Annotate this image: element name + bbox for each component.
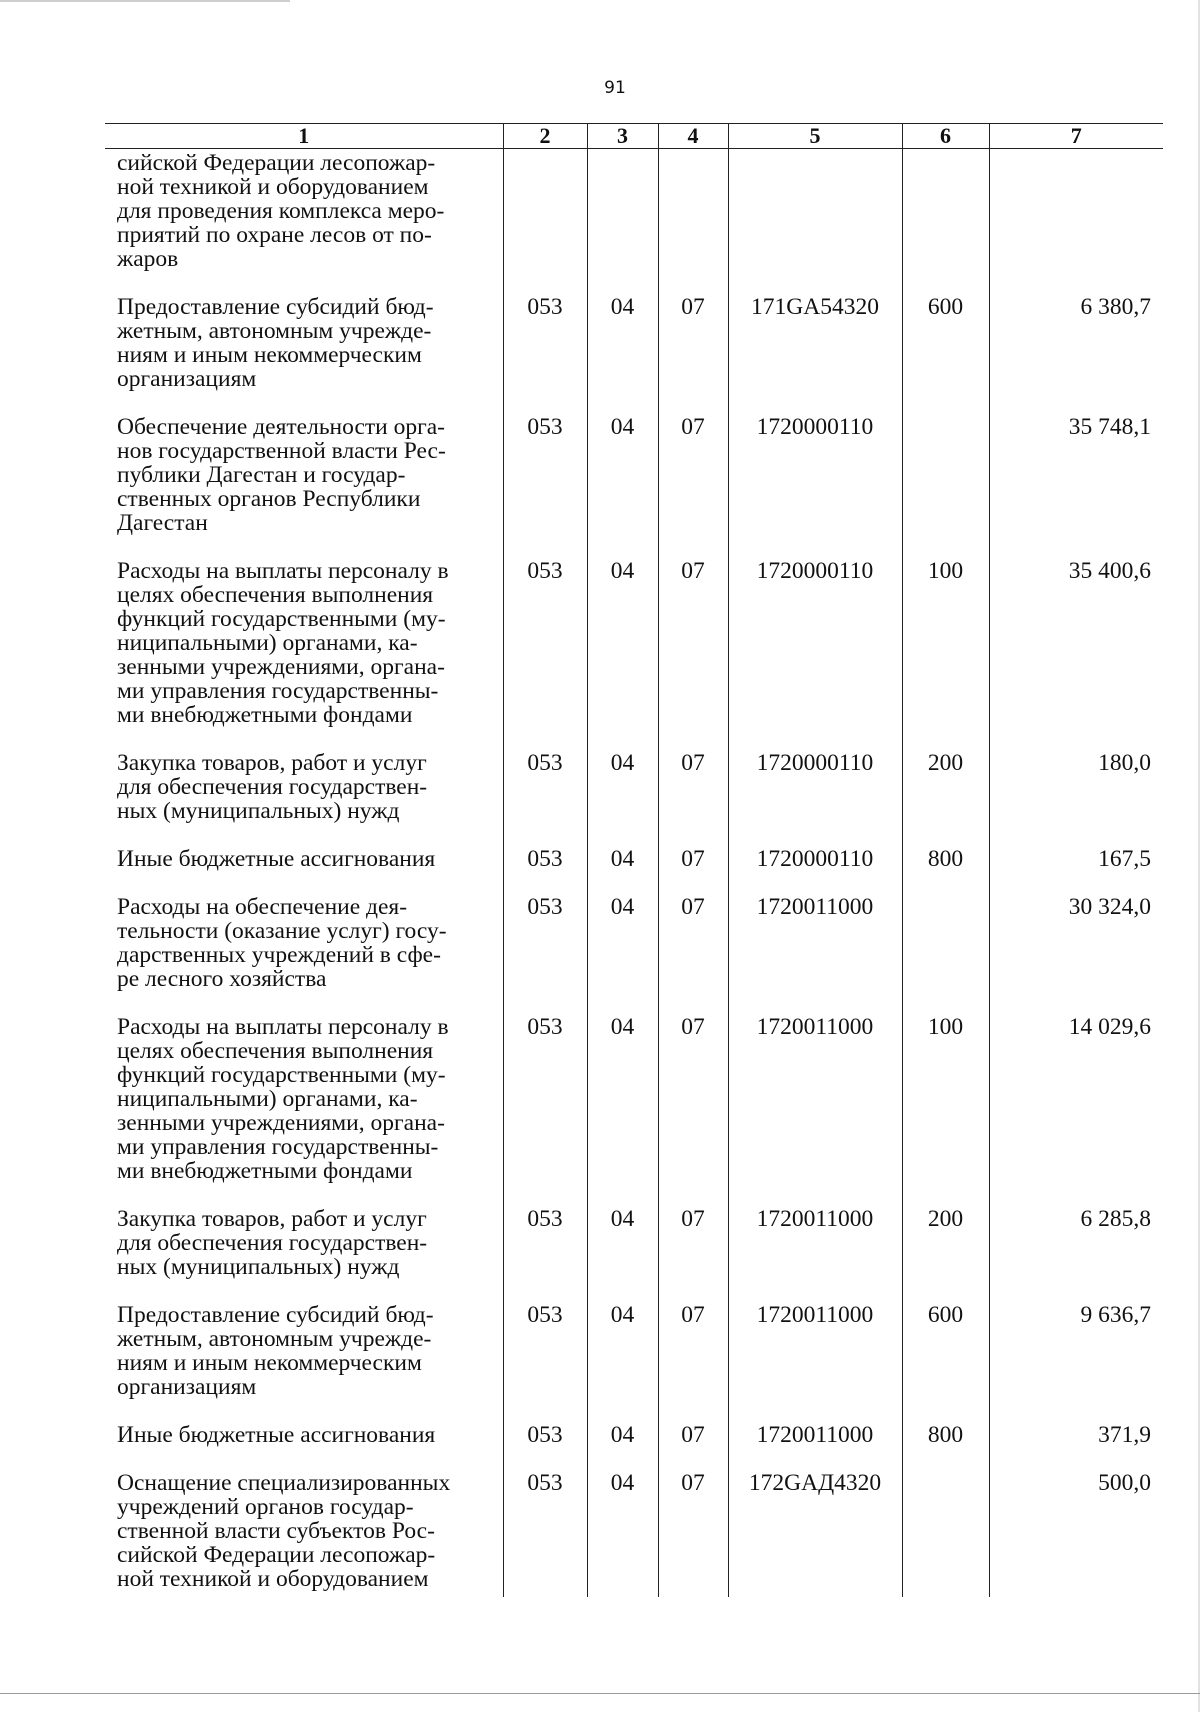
- row-name-cell: [105, 847, 503, 895]
- row-name-line: целях обеспечения выполнения: [117, 582, 434, 608]
- table-row: [105, 1207, 1163, 1303]
- row-name-line: Расходы на выплаты персоналу в: [117, 558, 449, 584]
- row-amount: 30 324,0: [989, 895, 1163, 1015]
- row-name-line: для обеспечения государствен-: [117, 774, 428, 800]
- row-name-line: для обеспечения государствен-: [117, 1230, 428, 1256]
- row-section-code: 04: [587, 559, 658, 751]
- row-name-line: тельности (оказание услуг) госу-: [117, 918, 447, 944]
- row-amount: 167,5: [989, 847, 1163, 895]
- row-ministry-code: 053: [503, 415, 587, 559]
- row-target-article-code: 1720011000: [728, 1423, 902, 1471]
- row-amount: 35 748,1: [989, 415, 1163, 559]
- row-expense-type-code: [902, 1471, 989, 1597]
- row-amount: 180,0: [989, 751, 1163, 847]
- row-name-line: Предоставление субсидий бюд-: [117, 1302, 434, 1328]
- table-body: [105, 149, 1163, 1598]
- row-name-line: ной техникой и оборудованием: [117, 174, 429, 200]
- table-row: [105, 1471, 1163, 1597]
- row-subsection-code: 07: [658, 751, 728, 847]
- table-row: [105, 415, 1163, 559]
- row-section-code: 04: [587, 847, 658, 895]
- header-col-3: 3: [587, 124, 658, 149]
- row-name-line: Иные бюджетные ассигнования: [117, 846, 436, 872]
- row-subsection-code: 07: [658, 1423, 728, 1471]
- row-name-line: организациям: [117, 366, 257, 392]
- row-expense-type-code: 600: [902, 295, 989, 415]
- table-row: [105, 1015, 1163, 1207]
- row-expense-type-code: 100: [902, 559, 989, 751]
- row-name-line: Иные бюджетные ассигнования: [117, 1422, 436, 1448]
- row-name-cell: [105, 1303, 503, 1423]
- row-subsection-code: [658, 149, 728, 296]
- row-name-line: Оснащение специализированных: [117, 1470, 451, 1496]
- budget-table: [105, 123, 1163, 1597]
- row-amount: 35 400,6: [989, 559, 1163, 751]
- row-name-cell: [105, 149, 503, 296]
- row-name-line: ственной власти субъектов Рос-: [117, 1518, 435, 1544]
- header-col-6: 6: [902, 124, 989, 149]
- row-section-code: 04: [587, 1471, 658, 1597]
- row-subsection-code: 07: [658, 415, 728, 559]
- table-row: [105, 295, 1163, 415]
- row-name-line: ниципальными) органами, ка-: [117, 1086, 418, 1112]
- row-amount: 6 285,8: [989, 1207, 1163, 1303]
- row-name-line: ниям и иным некоммерческим: [117, 342, 422, 368]
- row-name-line: ре лесного хозяйства: [117, 966, 327, 992]
- row-expense-type-code: 200: [902, 751, 989, 847]
- row-subsection-code: 07: [658, 847, 728, 895]
- row-name-cell: [105, 895, 503, 1015]
- row-ministry-code: 053: [503, 559, 587, 751]
- row-name-line: ной техникой и оборудованием: [117, 1566, 429, 1592]
- page-number: 91: [604, 78, 626, 98]
- row-ministry-code: [503, 149, 587, 296]
- row-target-article-code: 171GA54320: [728, 295, 902, 415]
- table-row: [105, 559, 1163, 751]
- header-col-5: 5: [728, 124, 902, 149]
- row-name-line: ниципальными) органами, ка-: [117, 630, 418, 656]
- row-section-code: 04: [587, 751, 658, 847]
- row-name-line: жетным, автономным учрежде-: [117, 318, 432, 344]
- header-col-7: 7: [989, 124, 1163, 149]
- scan-artifact-top: [0, 0, 290, 2]
- row-section-code: 04: [587, 895, 658, 1015]
- row-amount: 500,0: [989, 1471, 1163, 1597]
- row-subsection-code: 07: [658, 295, 728, 415]
- header-col-2: 2: [503, 124, 587, 149]
- row-name-line: учреждений органов государ-: [117, 1494, 414, 1520]
- row-section-code: [587, 149, 658, 296]
- row-name-line: целях обеспечения выполнения: [117, 1038, 434, 1064]
- row-name-line: функций государственными (му-: [117, 606, 446, 632]
- table-row: [105, 149, 1163, 296]
- table-row: [105, 751, 1163, 847]
- row-name-line: ных (муниципальных) нужд: [117, 798, 400, 824]
- row-section-code: 04: [587, 415, 658, 559]
- row-target-article-code: 1720000110: [728, 751, 902, 847]
- row-name-cell: [105, 1471, 503, 1597]
- row-amount: 6 380,7: [989, 295, 1163, 415]
- row-amount: 14 029,6: [989, 1015, 1163, 1207]
- header-row: [105, 124, 1163, 149]
- row-target-article-code: 1720011000: [728, 1303, 902, 1423]
- row-name-line: Расходы на обеспечение дея-: [117, 894, 408, 920]
- row-subsection-code: 07: [658, 1471, 728, 1597]
- row-name-line: ми управления государственны-: [117, 1134, 439, 1160]
- row-name-line: нов государственной власти Рес-: [117, 438, 446, 464]
- row-name-line: ных (муниципальных) нужд: [117, 1254, 400, 1280]
- row-name-line: ми внебюджетными фондами: [117, 1158, 413, 1184]
- row-target-article-code: [728, 149, 902, 296]
- row-name-line: Предоставление субсидий бюд-: [117, 294, 434, 320]
- row-name-line: публики Дагестан и государ-: [117, 462, 406, 488]
- header-col-4: 4: [658, 124, 728, 149]
- header-col-1: 1: [105, 124, 503, 149]
- row-name-line: сийской Федерации лесопожар-: [117, 150, 436, 176]
- row-subsection-code: 07: [658, 559, 728, 751]
- row-name-line: организациям: [117, 1374, 257, 1400]
- row-ministry-code: 053: [503, 1207, 587, 1303]
- row-ministry-code: 053: [503, 1471, 587, 1597]
- row-subsection-code: 07: [658, 895, 728, 1015]
- row-expense-type-code: [902, 149, 989, 296]
- row-amount: 371,9: [989, 1423, 1163, 1471]
- row-section-code: 04: [587, 1303, 658, 1423]
- row-subsection-code: 07: [658, 1303, 728, 1423]
- row-name-line: приятий по охране лесов от по-: [117, 222, 432, 248]
- row-ministry-code: 053: [503, 751, 587, 847]
- table-row: [105, 1303, 1163, 1423]
- scan-artifact-bottom: [0, 1693, 1200, 1694]
- row-expense-type-code: [902, 415, 989, 559]
- row-expense-type-code: 800: [902, 1423, 989, 1471]
- row-section-code: 04: [587, 295, 658, 415]
- row-name-line: Расходы на выплаты персоналу в: [117, 1014, 449, 1040]
- row-name-line: для проведения комплекса меро-: [117, 198, 445, 224]
- row-ministry-code: 053: [503, 295, 587, 415]
- row-target-article-code: 1720011000: [728, 895, 902, 1015]
- row-target-article-code: 1720000110: [728, 415, 902, 559]
- row-name-line: зенными учреждениями, органа-: [117, 1110, 445, 1136]
- row-name-cell: [105, 295, 503, 415]
- row-section-code: 04: [587, 1423, 658, 1471]
- row-target-article-code: 1720011000: [728, 1207, 902, 1303]
- row-name-cell: [105, 559, 503, 751]
- row-name-cell: [105, 751, 503, 847]
- row-ministry-code: 053: [503, 1303, 587, 1423]
- table-row: [105, 847, 1163, 895]
- row-name-line: Закупка товаров, работ и услуг: [117, 1206, 427, 1232]
- row-amount: 9 636,7: [989, 1303, 1163, 1423]
- row-ministry-code: 053: [503, 1423, 587, 1471]
- row-name-line: Закупка товаров, работ и услуг: [117, 750, 427, 776]
- row-expense-type-code: [902, 895, 989, 1015]
- row-name-line: ми внебюджетными фондами: [117, 702, 413, 728]
- row-expense-type-code: 800: [902, 847, 989, 895]
- row-target-article-code: 1720000110: [728, 559, 902, 751]
- row-expense-type-code: 200: [902, 1207, 989, 1303]
- row-name-cell: [105, 1423, 503, 1471]
- row-name-line: ми управления государственны-: [117, 678, 439, 704]
- row-name-line: ниям и иным некоммерческим: [117, 1350, 422, 1376]
- row-name-cell: [105, 415, 503, 559]
- row-name-line: дарственных учреждений в сфе-: [117, 942, 441, 968]
- row-amount: [989, 149, 1163, 296]
- row-ministry-code: 053: [503, 1015, 587, 1207]
- table-row: [105, 895, 1163, 1015]
- row-target-article-code: 1720000110: [728, 847, 902, 895]
- table-row: [105, 1423, 1163, 1471]
- row-name-line: жетным, автономным учрежде-: [117, 1326, 432, 1352]
- row-subsection-code: 07: [658, 1015, 728, 1207]
- row-section-code: 04: [587, 1207, 658, 1303]
- row-name-line: сийской Федерации лесопожар-: [117, 1542, 436, 1568]
- row-ministry-code: 053: [503, 847, 587, 895]
- row-name-cell: [105, 1207, 503, 1303]
- row-name-line: зенными учреждениями, органа-: [117, 654, 445, 680]
- row-target-article-code: 172GAД4320: [728, 1471, 902, 1597]
- row-name-line: ственных органов Республики: [117, 486, 421, 512]
- row-name-line: Обеспечение деятельности орга-: [117, 414, 445, 440]
- row-section-code: 04: [587, 1015, 658, 1207]
- row-name-cell: [105, 1015, 503, 1207]
- row-ministry-code: 053: [503, 895, 587, 1015]
- row-expense-type-code: 600: [902, 1303, 989, 1423]
- row-target-article-code: 1720011000: [728, 1015, 902, 1207]
- row-name-line: функций государственными (му-: [117, 1062, 446, 1088]
- row-expense-type-code: 100: [902, 1015, 989, 1207]
- row-subsection-code: 07: [658, 1207, 728, 1303]
- row-name-line: жаров: [117, 246, 179, 272]
- row-name-line: Дагестан: [117, 510, 208, 536]
